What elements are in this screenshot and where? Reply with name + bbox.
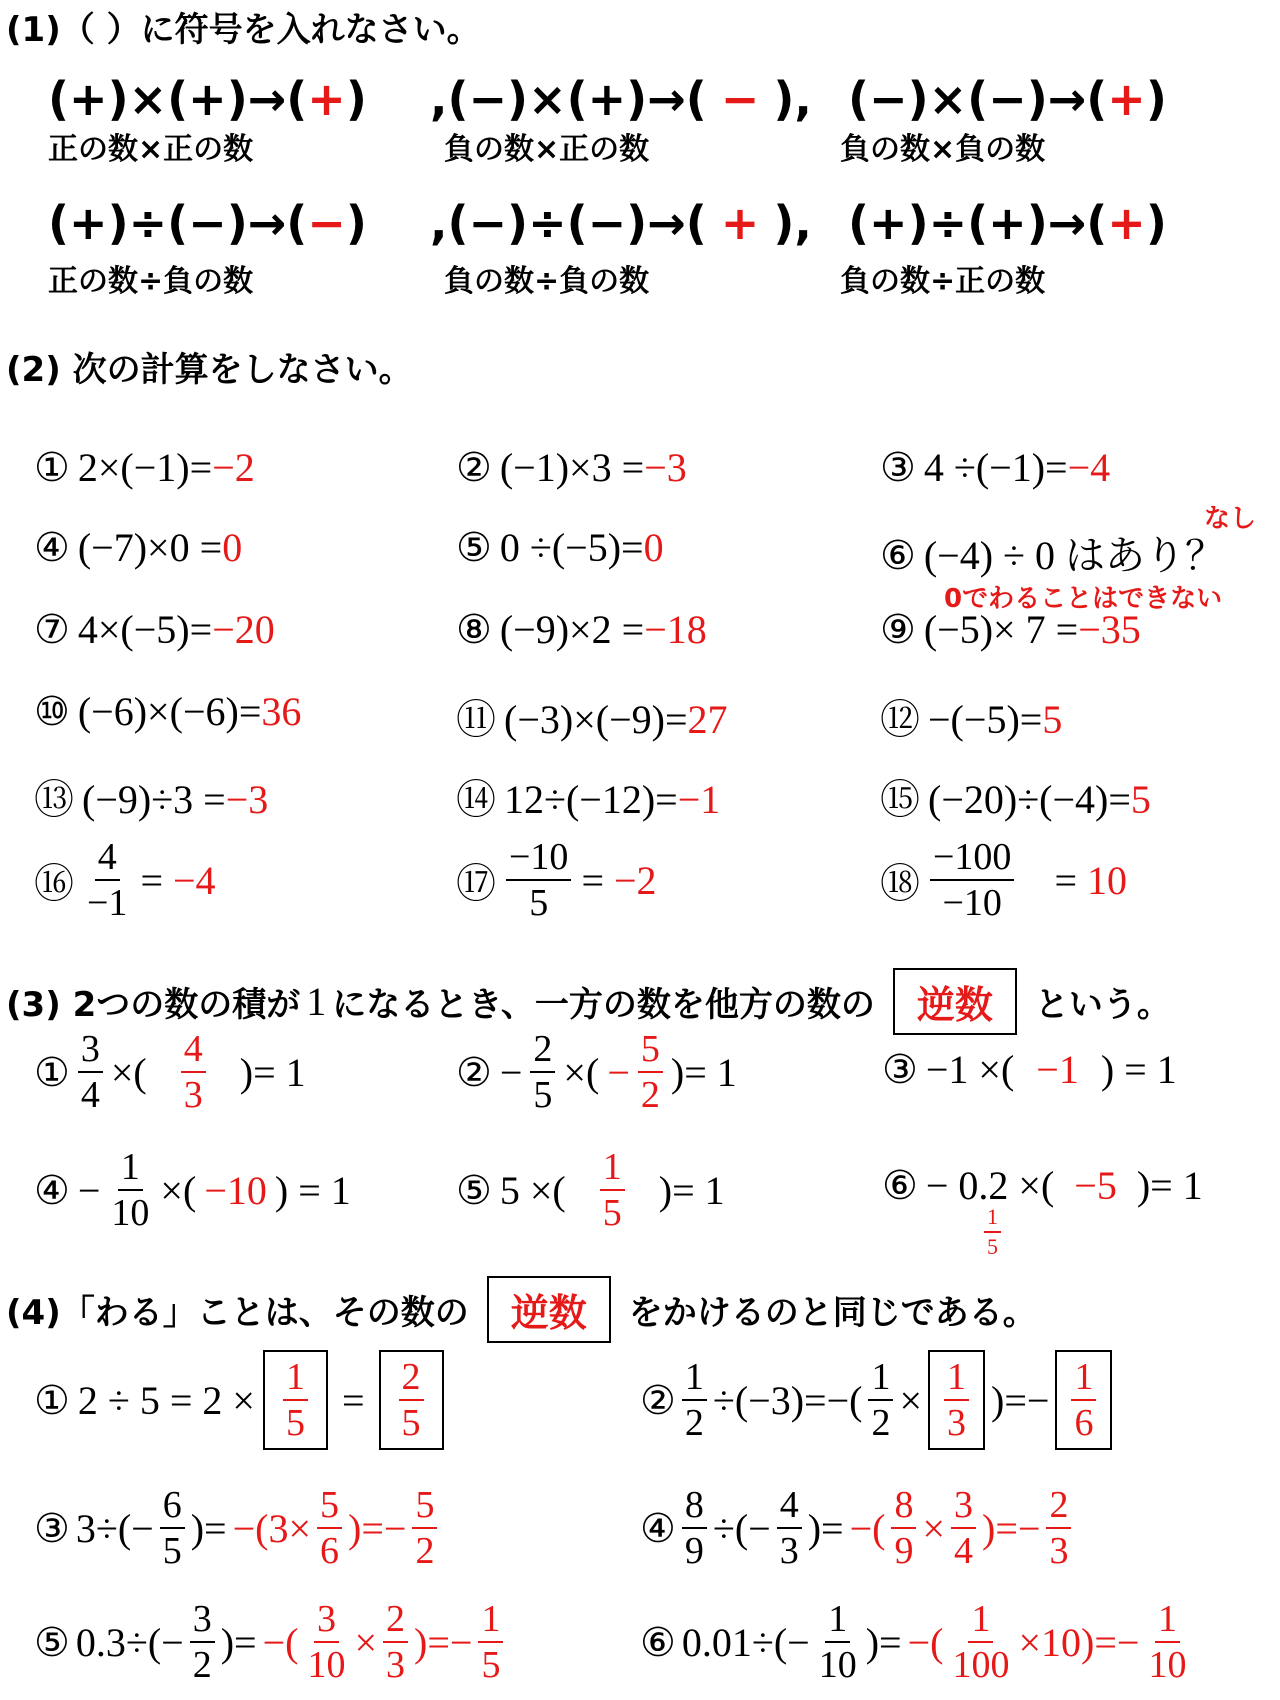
sign-rule-2: ,(−)×(+)→( − ), — [430, 72, 812, 126]
term-reciprocal-box-2: 逆数 — [487, 1276, 611, 1343]
sign-rule-6: (+)÷(+)→(+) — [848, 196, 1167, 250]
calc-item-5: ⑤ 0 ÷(−5)=0 — [456, 525, 664, 570]
div-item-5: ⑤ 0.3÷(− $\frac{3}{2}$ )= −( $\frac{3}{10}$ × $\frac{2}{3}$ )=− $\frac{1}{5}$ — [34, 1600, 503, 1684]
note-divide-by-zero: 0でわることはできない — [944, 584, 1223, 614]
sign-rule-3: (−)×(−)→(+) — [848, 72, 1167, 126]
sign-rule-5: ,(−)÷(−)→( + ), — [430, 196, 812, 250]
calc-item-16: ⑯ $\frac{4}{-1}$ = −4 — [34, 836, 216, 924]
note-none: なし — [1204, 504, 1257, 534]
answer-box-4: $\frac{1}{6}$ — [1055, 1350, 1112, 1450]
recip-item-5: ⑤ 5 ×( $\frac{1}{5}$ )= 1 — [456, 1146, 725, 1234]
calc-item-15: ⑮ (−20)÷(−4)=5 — [880, 777, 1151, 822]
answer-box-3: $\frac{1}{3}$ — [928, 1350, 985, 1450]
calc-item-17: ⑰ $\frac{-10}{5}$ = −2 — [456, 836, 657, 924]
calc-item-18: ⑱ $\frac{-100}{-10}$ = 10 — [880, 836, 1127, 924]
calc-item-7: ⑦ 4×(−5)=−20 — [34, 607, 275, 652]
recip-item-4: ④ − $\frac{1}{10}$ ×( −10 ) = 1 — [34, 1146, 351, 1234]
answer-box-1: $\frac{1}{5}$ — [263, 1350, 328, 1450]
div-item-6: ⑥ 0.01÷(− $\frac{1}{10}$ )= −( $\frac{1}{100}$ ×10)=− $\frac{1}{10}$ — [640, 1598, 1187, 1686]
sign-rule-6-label: 負の数÷正の数 — [840, 264, 1046, 299]
div-item-3: ③ 3÷(− $\frac{6}{5}$ )= −(3× $\frac{5}{6}$ )=− $\frac{5}{2}$ — [34, 1486, 437, 1570]
recip-item-6: ⑥ − 0.2 ×( −5 )= 1 — [882, 1163, 1203, 1208]
div-item-1: ① 2 ÷ 5 = 2 × $\frac{1}{5}$ = $\frac{2}{5}$ — [34, 1350, 444, 1450]
section3-heading: (3) 2つの数の積が 1 になるとき、一方の数を他方の数の 逆数 という。 — [6, 968, 1171, 1035]
calc-item-9: ⑨ (−5)× 7 =−35 — [880, 607, 1141, 652]
sign-rule-1: (+)×(+)→(+) — [48, 72, 367, 126]
calc-item-8: ⑧ (−9)×2 =−18 — [456, 607, 707, 652]
answer-box-2: $\frac{2}{5}$ — [379, 1350, 444, 1450]
term-reciprocal-box: 逆数 — [893, 968, 1017, 1035]
calc-item-2: ② (−1)×3 =−3 — [456, 445, 687, 490]
div-item-4: ④ $\frac{8}{9}$ ÷(− $\frac{4}{3}$ )= −( $\frac{8}{9}$ × $\frac{3}{4}$ )=− $\frac{2}{3}$ — [640, 1486, 1071, 1570]
sign-rule-2-label: 負の数×正の数 — [444, 132, 650, 167]
calc-item-1: ① 2×(−1)=−2 — [34, 445, 255, 490]
section4-heading: (4)「わる」ことは、その数の 逆数 をかけるのと同じである。 — [6, 1276, 1037, 1343]
calc-item-6: ⑥ (−4) ÷ 0 はあり？ — [880, 533, 1226, 578]
sign-rule-3-label: 負の数×負の数 — [840, 132, 1046, 167]
section1-heading: (1)（ ）に符号を入れなさい。 — [6, 10, 481, 50]
section2-heading: (2) 次の計算をしなさい。 — [6, 350, 413, 390]
div-item-2: ② $\frac{1}{2}$ ÷(−3)=−( $\frac{1}{2}$ × $\frac{1}{3}$ )=− $\frac{1}{6}$ — [640, 1350, 1112, 1450]
calc-item-11: ⑪ (−3)×(−9)=27 — [456, 697, 728, 742]
calc-item-14: ⑭ 12÷(−12)=−1 — [456, 777, 721, 822]
calc-item-12: ⑫ −(−5)=5 — [880, 697, 1063, 742]
sign-rule-4: (+)÷(−)→(−) — [48, 196, 367, 250]
calc-item-3: ③ 4 ÷(−1)=−4 — [880, 445, 1111, 490]
sign-rule-5-label: 負の数÷負の数 — [444, 264, 650, 299]
recip-item-2: ② − $\frac{2}{5}$ ×( − $\frac{5}{2}$ )= 1 — [456, 1028, 737, 1116]
calc-item-13: ⑬ (−9)÷3 =−3 — [34, 777, 269, 822]
recip-item-3: ③ −1 ×( −1 ) = 1 — [882, 1047, 1177, 1092]
recip-item-1: ① $\frac{3}{4}$ ×( $\frac{4}{3}$ )= 1 — [34, 1028, 306, 1116]
recip-hint-fraction: $\frac{1}{5}$ — [984, 1206, 1001, 1258]
calc-item-10: ⑩ (−6)×(−6)=36 — [34, 689, 302, 734]
sign-rule-4-label: 正の数÷負の数 — [48, 264, 254, 299]
calc-item-4: ④ (−7)×0 =0 — [34, 525, 243, 570]
sign-rule-1-label: 正の数×正の数 — [48, 132, 254, 167]
